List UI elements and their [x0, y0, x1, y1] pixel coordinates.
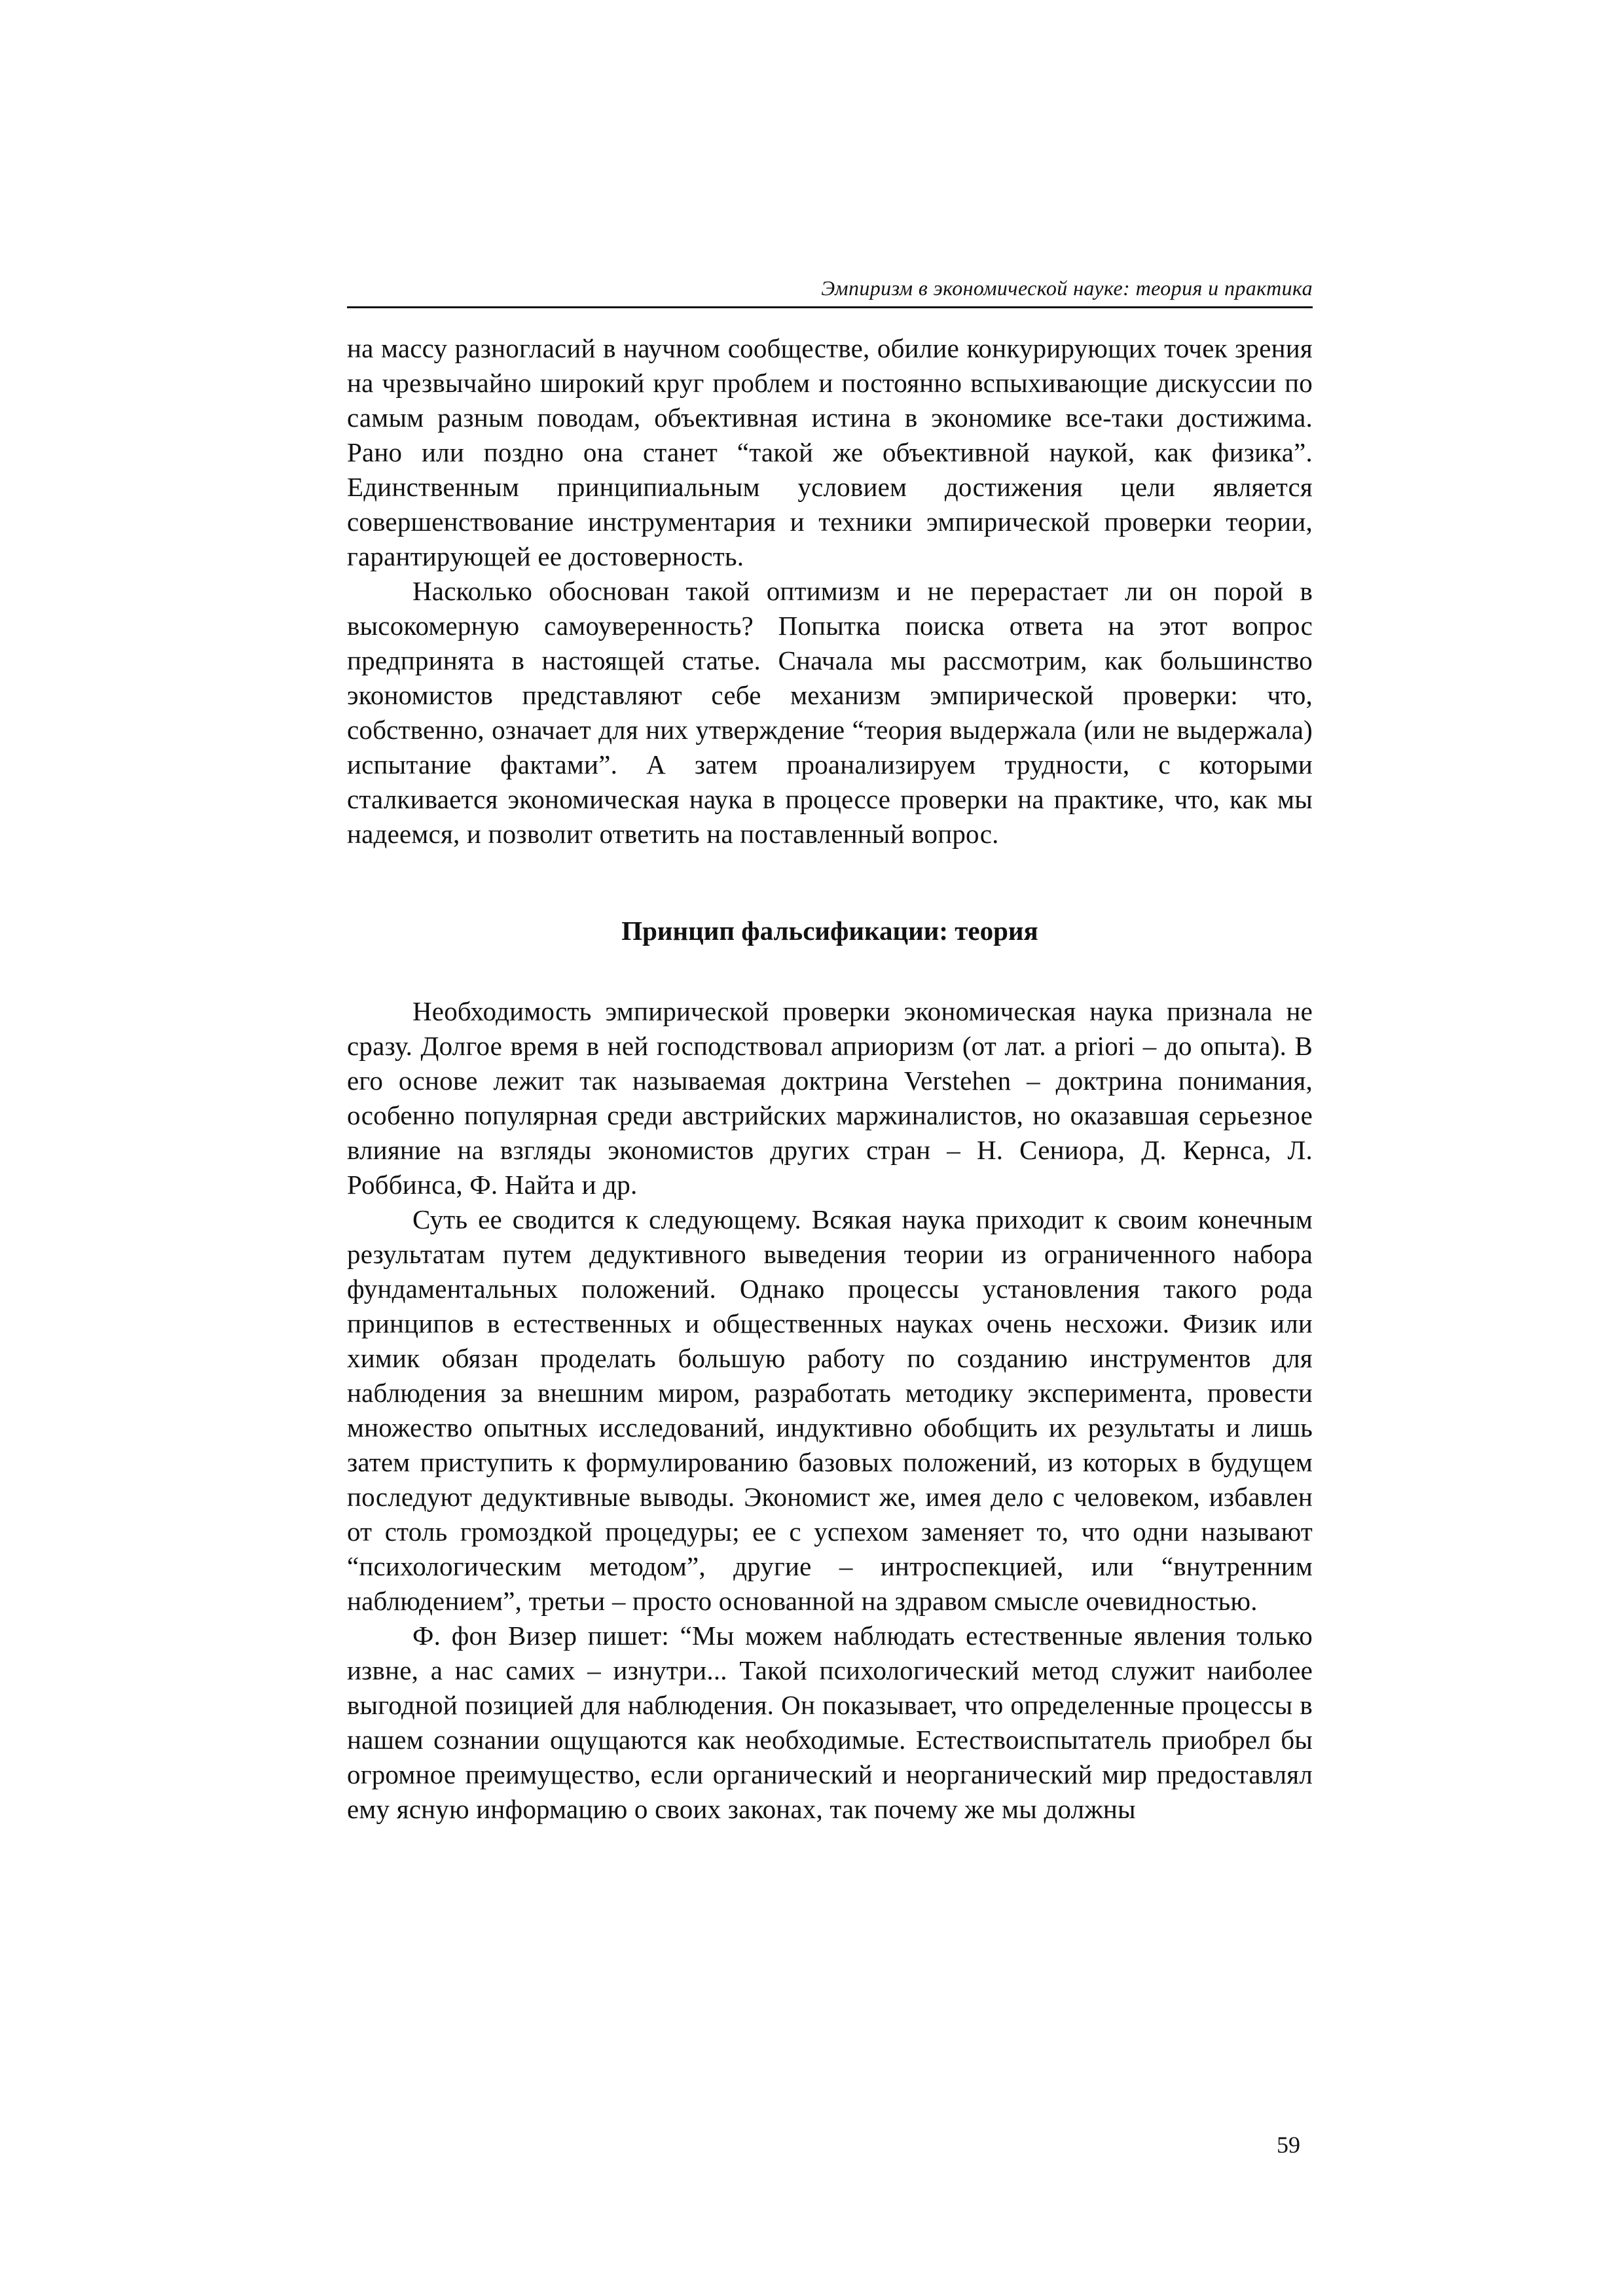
running-header: Эмпиризм в экономической науке: теория и практика	[347, 275, 1313, 308]
paragraph-intro-1: на массу разногласий в научном сообществе, обилие конкурирующих точек зрения на чрезвычайно широкий круг проблем и постоянно вспыхивающие дискуссии по самым разным поводам, объективная истина в экономике все-таки достижима. Рано или поздно она станет “такой же объективной наукой, как физика”. Единственным принципиальным условием достижения цели является совершенствование инструментария и техники эмпирической проверки теории, гарантирующей ее достоверность.	[347, 333, 1313, 571]
paragraph-section-3: Ф. фон Визер пишет: “Мы можем наблюдать естественные явления только извне, а нас самих – изнутри... Такой психологический метод служит наиболее выгодной позицией для наблюдения. Он показывает, что определенные процессы в нашем сознании ощущаются как необходимые. Естествоиспытатель приобрел бы огромное преимущество, если органический и неорганический мир предоставлял ему ясную информацию о своих законах, так почему же мы должны	[347, 1621, 1313, 1824]
paragraph-section-2: Суть ее сводится к следующему. Всякая наука приходит к своим конечным результатам путем дедуктивного выведения теории из ограниченного набора фундаментальных положений. Однако процессы установления такого рода принципов в естественных и общественных науках очень несхожи. Физик или химик обязан проделать большую работу по созданию инструментов для наблюдения за внешним миром, разработать методику эксперимента, провести множество опытных исследований, индуктивно обобщить их результаты и лишь затем приступить к формулированию базовых положений, из которых в будущем последуют дедуктивные выводы. Экономист же, имея дело с человеком, избавлен от столь громоздкой процедуры; ее с успехом заменяет то, что одни называют “психологическим методом”, другие – интроспекцией, или “внутренним наблюдением”, третьи – просто основанной на здравом смысле очевидностью.	[347, 1204, 1313, 1616]
paragraph-section-1: Необходимость эмпирической проверки экономическая наука признала не сразу. Долгое время в ней господствовал априоризм (от лат. a priori – до опыта). В его основе лежит так называемая доктрина Verstehen – доктрина понимания, особенно популярная среди австрийских маржиналистов, но оказавшая серьезное влияние на взгляды экономистов других стран – Н. Сениора, Д. Кернса, Л. Роббинса, Ф. Найта и др.	[347, 996, 1313, 1200]
body-text	[347, 331, 1313, 1827]
section-title: Принцип фальсификации: теория	[621, 916, 1038, 946]
page-content	[347, 275, 1313, 1827]
page-number: 59	[1277, 2132, 1300, 2158]
paragraph-intro-2: Насколько обоснован такой оптимизм и не перерастает ли он порой в высокомерную самоуверенность? Попытка поиска ответа на этот вопрос предпринята в настоящей статье. Сначала мы рассмотрим, как большинство экономистов представляют себе механизм эмпирической проверки: что, собственно, означает для них утверждение “теория выдержала (или не выдержала) испытание фактами”. А затем проанализируем трудности, с которыми сталкивается экономическая наука в процессе проверки на практике, что, как мы надеемся, и позволит ответить на поставленный вопрос.	[347, 576, 1313, 849]
